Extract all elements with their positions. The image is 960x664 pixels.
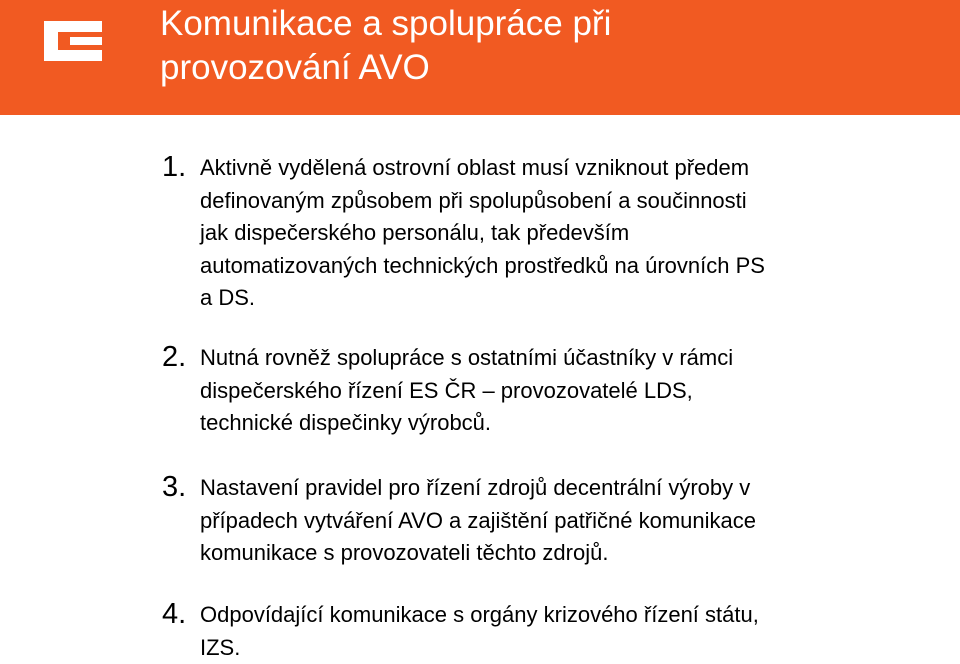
item-text-line: IZS. (200, 632, 900, 664)
item-text-line: automatizovaných technických prostředků na úrovních PS (200, 250, 900, 283)
header-bar (0, 0, 960, 115)
item-number: 1. (162, 150, 186, 184)
item-text-line: komunikace s provozovateli těchto zdrojů. (200, 537, 900, 570)
item-number: 3. (162, 470, 186, 504)
item-text-line: a DS. (200, 282, 900, 315)
item-text-line: technické dispečinky výrobců. (200, 407, 900, 440)
item-text-line: Nutná rovněž spolupráce s ostatními účastníky v rámci (200, 342, 900, 375)
item-text-line: dispečerského řízení ES ČR – provozovatelé LDS, (200, 375, 900, 408)
slide-title (160, 2, 940, 90)
item-number: 2. (162, 340, 186, 374)
item-text-line: Nastavení pravidel pro řízení zdrojů decentrální výroby v (200, 472, 900, 505)
item-text (200, 472, 900, 570)
item-text (200, 152, 900, 315)
item-text (200, 342, 900, 440)
item-text (200, 599, 900, 664)
cez-logo-icon (40, 15, 104, 67)
item-number: 4. (162, 597, 186, 631)
item-text-line: jak dispečerského personálu, tak především (200, 217, 900, 250)
title-line-1: Komunikace a spolupráce při (160, 2, 940, 46)
item-text-line: Odpovídající komunikace s orgány krizového řízení státu, (200, 599, 900, 632)
item-text-line: Aktivně vydělená ostrovní oblast musí vzniknout předem (200, 152, 900, 185)
item-text-line: definovaným způsobem při spolupůsobení a součinnosti (200, 185, 900, 218)
title-line-2: provozování AVO (160, 46, 940, 90)
item-text-line: případech vytváření AVO a zajištění patřičné komunikace (200, 505, 900, 538)
